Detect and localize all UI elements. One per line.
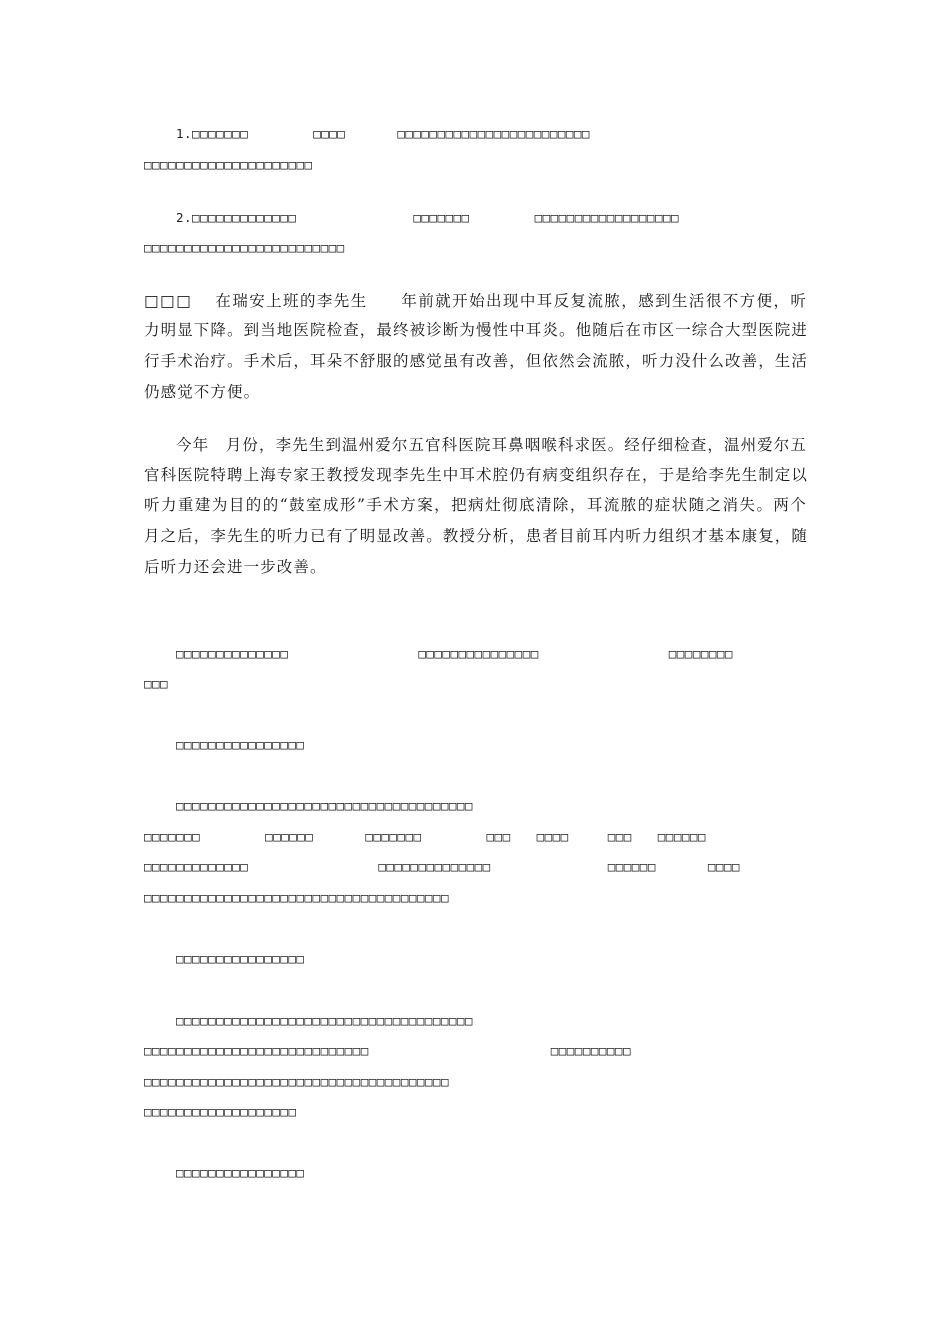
treatment-line-1: 今年 月份，李先生到温州爱尔五官科医院耳鼻咽喉科求医。经仔细检查，温州爱尔五 (176, 436, 807, 454)
paragraph-2-line-2: □□□□□□□□□□□□□□□□□□□□□□□□□ (144, 240, 345, 255)
paragraph-4-line-1: □□□□□□□□□□□□□□□□□□□□□□□□□□□□□□□□□□□□□ (176, 798, 473, 813)
paragraph-4-line-4: □□□□□□□□□□□□□□□□□□□□□□□□□□□□□□□□□□□□□□ (144, 890, 449, 905)
paragraph-5-line-3: □□□□□□□□□□□□□□□□□□□□□□□□□□□□□□□□□□□□□□ (144, 1074, 449, 1089)
treatment-line-4: 月之后，李先生的听力已有了明显改善。教授分析，患者目前耳内听力组织才基本康复，随 (144, 527, 809, 545)
paragraph-5-line-1: □□□□□□□□□□□□□□□□□□□□□□□□□□□□□□□□□□□□□ (176, 1013, 473, 1028)
paragraph-5-line-2: □□□□□□□□□□□□□□□□□□□□□□□□□□□□ □□□□□□□□□□ (144, 1043, 631, 1058)
paragraph-4-line-2: □□□□□□□ □□□□□□ □□□□□□□ □□□ □□□□ □□□ □□□□□□ (144, 829, 706, 844)
story-line-4: 仍感觉不方便。 (144, 383, 261, 401)
paragraph-1-line-2: □□□□□□□□□□□□□□□□□□□□□ (144, 157, 313, 172)
treatment-line-5: 后听力还会进一步改善。 (144, 558, 327, 576)
treatment-line-2: 官科医院特聘上海专家王教授发现李先生中耳术腔仍有病变组织存在，于是给李先生制定以 (144, 466, 809, 484)
section-heading-2: □□□□□□□□□□□□□□□□ (176, 951, 305, 966)
paragraph-3-line-1: □□□□□□□□□□□□□□ □□□□□□□□□□□□□□□ □□□□□□□□ (176, 646, 733, 661)
story-line-1: □□□ 在瑞安上班的李先生 年前就开始出现中耳反复流脓，感到生活很不方便，听 (144, 292, 807, 310)
section-heading-1: □□□□□□□□□□□□□□□□ (176, 737, 305, 752)
paragraph-3-line-2: □□□ (144, 676, 169, 691)
paragraph-1-line-1: 1.□□□□□□□ □□□□ □□□□□□□□□□□□□□□□□□□□□□□□ (176, 126, 590, 141)
section-heading-3: □□□□□□□□□□□□□□□□ (176, 1165, 305, 1180)
treatment-line-3: 听力重建为目的的“鼓室成形”手术方案，把病灶彻底清除，耳流脓的症状随之消失。两个 (144, 496, 807, 514)
paragraph-5-line-4: □□□□□□□□□□□□□□□□□□□ (144, 1104, 297, 1119)
paragraph-4-line-3: □□□□□□□□□□□□□ □□□□□□□□□□□□□□ □□□□□□ □□□□ (144, 859, 740, 874)
story-line-3: 行手术治疗。手术后，耳朵不舒服的感觉虽有改善，但依然会流脓，听力没什么改善，生活 (144, 352, 809, 370)
paragraph-2-line-1: 2.□□□□□□□□□□□□□ □□□□□□□ □□□□□□□□□□□□□□□□□□ (176, 210, 680, 225)
story-line-2: 力明显下降。到当地医院检查，最终被诊断为慢性中耳炎。他随后在市区一综合大型医院进 (144, 321, 809, 339)
